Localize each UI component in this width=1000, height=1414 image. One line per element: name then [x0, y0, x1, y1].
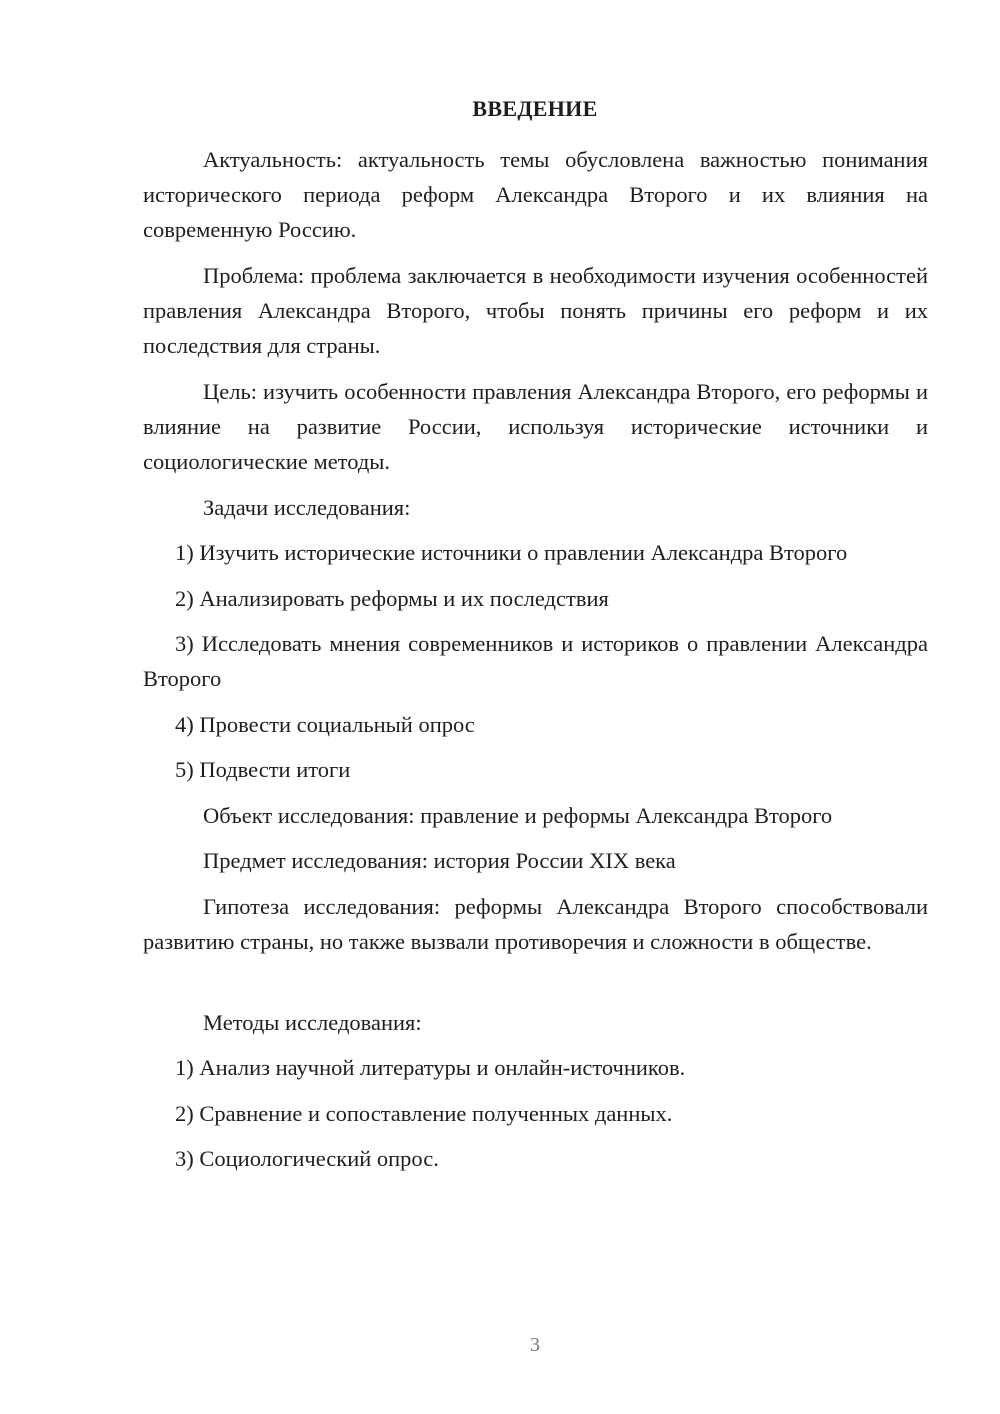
paragraph-object: Объект исследования: правление и реформы Александра Второго — [203, 803, 833, 828]
task-item-3: 3) Исследовать мнения современников и историков о правлении Александра Второго — [143, 631, 928, 691]
paragraph-actuality: Актуальность: актуальность темы обусловлена важностью понимания исторического периода реформ Александра Второго и их влияния на современную Россию. — [143, 147, 928, 242]
methods-title: Методы исследования: — [203, 1010, 422, 1035]
task-item-1: 1) Изучить исторические источники о правлении Александра Второго — [175, 540, 848, 565]
task-item-4: 4) Провести социальный опрос — [175, 712, 475, 737]
task-item-5: 5) Подвести итоги — [175, 757, 351, 782]
paragraph-hypothesis: Гипотеза исследования: реформы Александра Второго способствовали развитию страны, но также вызвали противоречия и сложности в обществе. — [143, 894, 928, 954]
paragraph-goal: Цель: изучить особенности правления Александра Второго, его реформы и влияние на развитие России, используя исторические источники и социологические методы. — [143, 379, 928, 474]
paragraph-problem: Проблема: проблема заключается в необходимости изучения особенностей правления Александра Второго, чтобы понять причины его реформ и их последствия для страны. — [143, 263, 928, 358]
section-heading: ВВЕДЕНИЕ — [472, 96, 598, 121]
method-item-2: 2) Сравнение и сопоставление полученных данных. — [175, 1101, 673, 1126]
paragraph-subject: Предмет исследования: история России XIX века — [203, 848, 676, 873]
task-item-2: 2) Анализировать реформы и их последствия — [175, 586, 609, 611]
tasks-title: Задачи исследования: — [203, 495, 411, 520]
method-item-3: 3) Социологический опрос. — [175, 1146, 439, 1171]
method-item-1: 1) Анализ научной литературы и онлайн-источников. — [175, 1055, 686, 1080]
page-number: 3 — [530, 1334, 540, 1356]
